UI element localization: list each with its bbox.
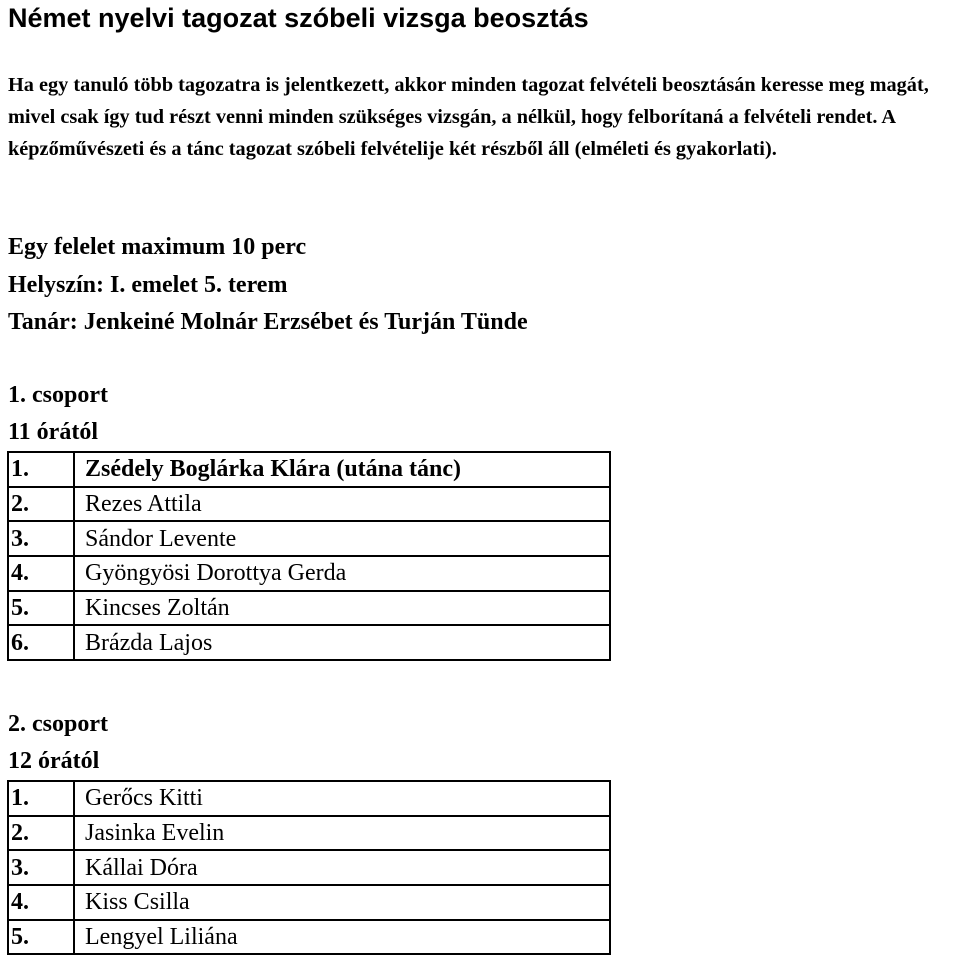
student-name: Brázda Lajos	[74, 625, 610, 660]
row-number: 2.	[8, 487, 74, 522]
table-row	[8, 920, 610, 955]
group-1-label: 1. csoport	[8, 382, 108, 408]
group-1-table	[7, 451, 611, 661]
row-number: 6.	[8, 625, 74, 660]
row-number: 3.	[8, 850, 74, 885]
student-name: Kállai Dóra	[74, 850, 610, 885]
row-number: 1.	[8, 452, 74, 487]
table-row	[8, 850, 610, 885]
row-number: 3.	[8, 521, 74, 556]
table-row	[8, 816, 610, 851]
student-name: Lengyel Liliána	[74, 920, 610, 955]
intro-paragraph	[8, 69, 958, 165]
table-row	[8, 521, 610, 556]
table-row	[8, 556, 610, 591]
location-line: Helyszín: I. emelet 5. terem	[8, 272, 288, 298]
row-number: 1.	[8, 781, 74, 816]
table-row	[8, 591, 610, 626]
row-number: 4.	[8, 885, 74, 920]
table-row	[8, 452, 610, 487]
group-2-table	[7, 780, 611, 955]
row-number: 5.	[8, 591, 74, 626]
student-name: Sándor Levente	[74, 521, 610, 556]
student-name: Kincses Zoltán	[74, 591, 610, 626]
group-2-time: 12 órától	[8, 748, 100, 774]
student-name: Kiss Csilla	[74, 885, 610, 920]
row-number: 4.	[8, 556, 74, 591]
duration-line: Egy felelet maximum 10 perc	[8, 234, 307, 260]
table-row	[8, 885, 610, 920]
group-1-time: 11 órától	[8, 419, 98, 445]
table-row	[8, 625, 610, 660]
row-number: 2.	[8, 816, 74, 851]
intro-text: Ha egy tanuló több tagozatra is jelentkezett, akkor minden tagozat felvételi beosztásán keresse meg magát, mivel csak így tud részt venni minden szükséges vizsgán, a nélkül, hogy felborítaná a felvételi rendet. A képzőművészeti és a tánc tagozat szóbeli felvételije két részből áll (elméleti és gyakorlati).	[8, 74, 929, 160]
row-number: 5.	[8, 920, 74, 955]
table-row	[8, 487, 610, 522]
student-name: Gerőcs Kitti	[74, 781, 610, 816]
student-name: Zsédely Boglárka Klára (utána tánc)	[74, 452, 610, 487]
group-2-label: 2. csoport	[8, 711, 108, 737]
page-title: Német nyelvi tagozat szóbeli vizsga beosztás	[8, 3, 589, 33]
table-row	[8, 781, 610, 816]
student-name: Jasinka Evelin	[74, 816, 610, 851]
student-name: Gyöngyösi Dorottya Gerda	[74, 556, 610, 591]
teacher-line: Tanár: Jenkeiné Molnár Erzsébet és Turján Tünde	[8, 309, 528, 335]
student-name: Rezes Attila	[74, 487, 610, 522]
